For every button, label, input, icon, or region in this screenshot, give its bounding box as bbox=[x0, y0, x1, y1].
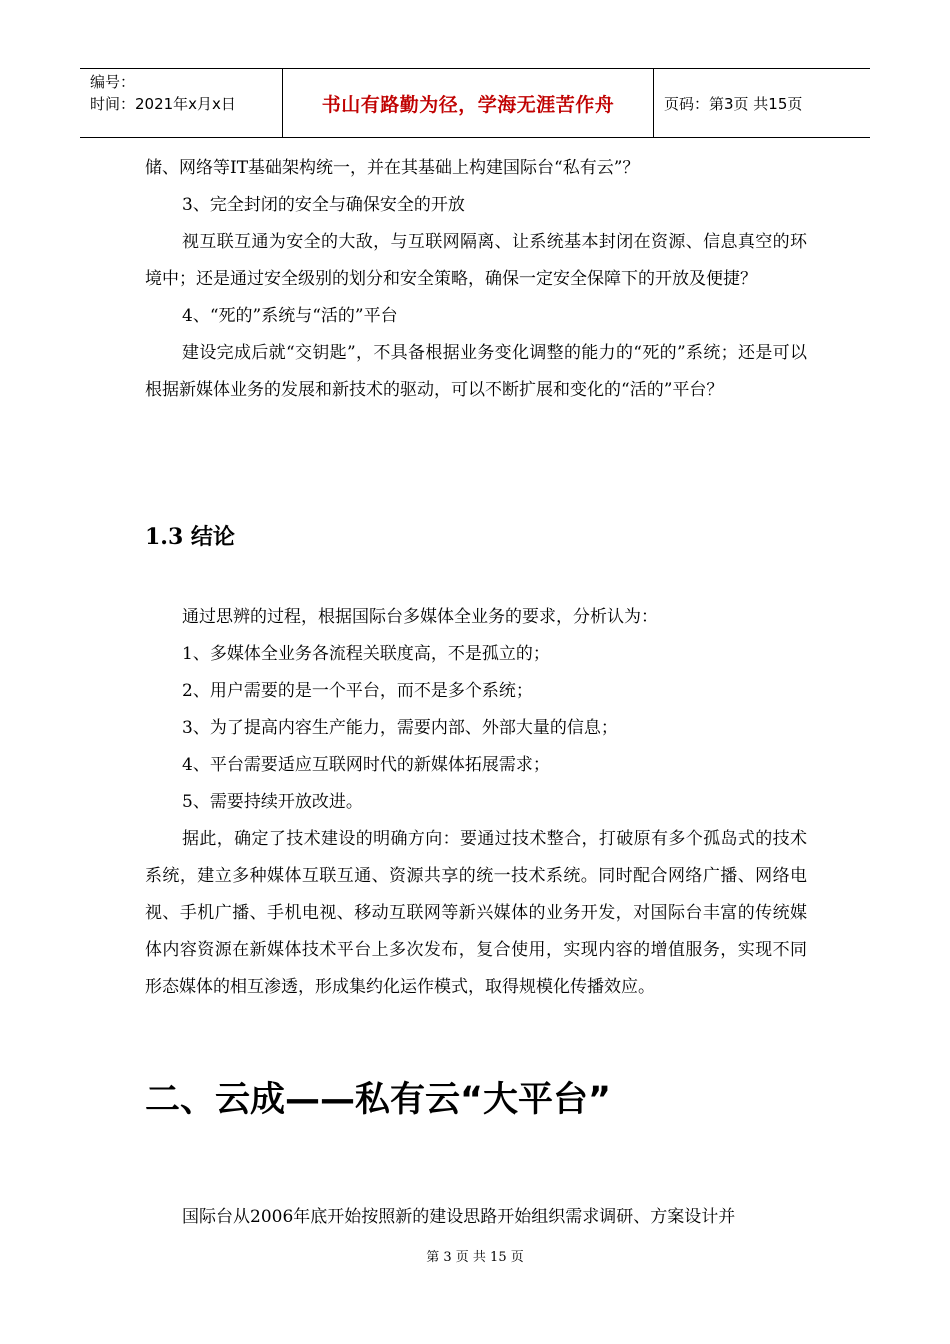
paragraph: 据此，确定了技术建设的明确方向：要通过技术整合，打破原有多个孤岛式的技术系统，建立多种媒体互联互通、资源共享的统一技术系统。同时配合网络广播、网络电视、手机广播、手机电视、移动互联网等新兴媒体的业务开发，对国际台丰富的传统媒体内容资源在新媒体技术平台上多次发布，复合使用，实现内容的增值服务，实现不同形态媒体的相互渗透，形成集约化运作模式，取得规模化传播效应。 bbox=[145, 829, 807, 997]
document-date: 时间：2021年x月x日 bbox=[90, 95, 236, 113]
paragraph: 国际台从2006年底开始按照新的建设思路开始组织需求调研、方案设计并 bbox=[182, 1207, 736, 1227]
list-item: 2、用户需要的是一个平台，而不是多个系统； bbox=[182, 681, 533, 701]
document-number: 编号： bbox=[90, 73, 136, 91]
page-footer: 第 3 页 共 15 页 bbox=[426, 1250, 524, 1265]
list-item: 5、需要持续开放改进。 bbox=[182, 792, 363, 812]
paragraph: 4、“死的”系统与“活的”平台 bbox=[182, 306, 398, 326]
list-item: 1、多媒体全业务各流程关联度高，不是孤立的； bbox=[182, 644, 550, 664]
list-item: 4、平台需要适应互联网时代的新媒体拓展需求； bbox=[182, 755, 550, 775]
paragraph: 储、网络等IT基础架构统一，并在其基础上构建国际台“私有云”？ bbox=[145, 158, 640, 178]
list-item: 3、为了提高内容生产能力，需要内部、外部大量的信息； bbox=[182, 718, 618, 738]
header-meta bbox=[80, 69, 282, 137]
paragraph: 3、完全封闭的安全与确保安全的开放 bbox=[182, 195, 465, 215]
chapter-heading-2: 二、云成——私有云“大平台” bbox=[145, 1080, 612, 1120]
paragraph: 建设完成后就“交钥匙”，不具备根据业务变化调整的能力的“死的”系统；还是可以根据新媒体业务的发展和新技术的驱动，可以不断扩展和变化的“活的”平台？ bbox=[145, 343, 807, 400]
chapter-2-text bbox=[145, 1199, 807, 1236]
paragraph: 视互联互通为安全的大敌，与互联网隔离、让系统基本封闭在资源、信息真空的环境中；还是通过安全级别的划分和安全策略，确保一定安全保障下的开放及便捷？ bbox=[145, 232, 807, 289]
paragraph: 通过思辨的过程，根据国际台多媒体全业务的要求，分析认为： bbox=[182, 607, 658, 627]
header-motto: 书山有路勤为径，学海无涯苦作舟 bbox=[282, 69, 654, 137]
header-page-info: 页码：第3页 共15页 bbox=[664, 94, 803, 113]
section-heading-1-3: 1.3 结论 bbox=[145, 524, 235, 550]
conclusion-block bbox=[145, 599, 807, 1006]
top-text-block bbox=[145, 150, 807, 409]
page-header bbox=[80, 68, 870, 138]
